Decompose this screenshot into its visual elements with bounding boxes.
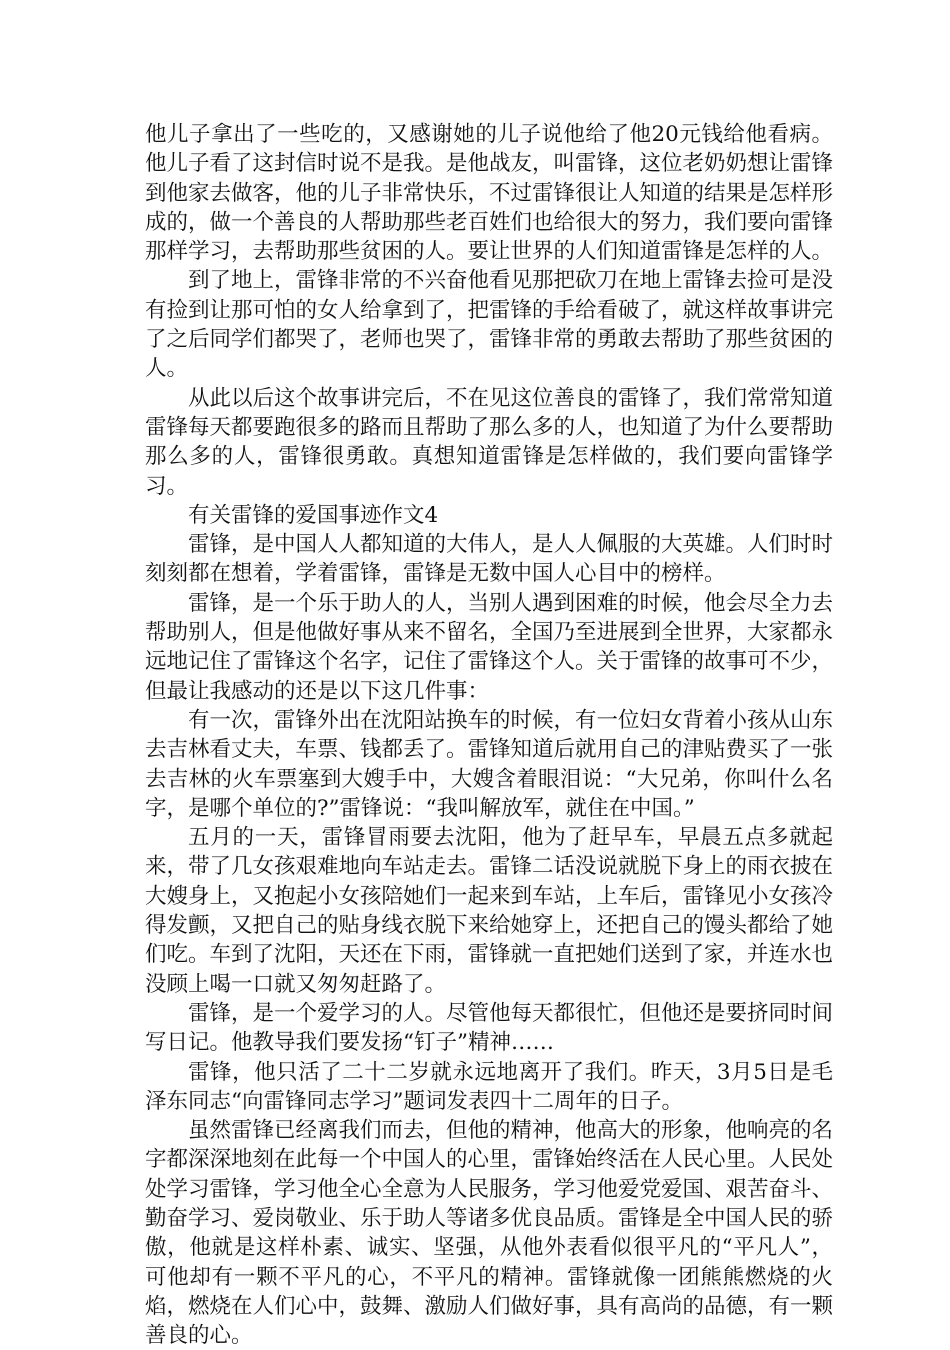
paragraph: 雷锋，他只活了二十二岁就永远地离开了我们。昨天，3月5日是毛泽东同志“向雷锋同志学习”题词发表四十二周年的日子。 xyxy=(145,1059,833,1114)
paragraph: 到了地上，雷锋非常的不兴奋他看见那把砍刀在地上雷锋去捡可是没有捡到让那可怕的女人给拿到了，把雷锋的手给看破了，就这样故事讲完了之后同学们都哭了，老师也哭了，雷锋非常的勇敢去帮助了那些贫困的人。 xyxy=(145,268,834,382)
paragraph: 雷锋，是一个爱学习的人。尽管他每天都很忙，但他还是要挤同时间写日记。他教导我们要发扬“钉子”精神…… xyxy=(145,1000,834,1056)
paragraph: 虽然雷锋已经离我们而去，但他的精神，他高大的形象，他响亮的名字都深深地刻在此每一个中国人的心里，雷锋始终活在人民心里。人民处处学习雷锋，学习他全心全意为人民服务，学习他爱党爱国、艰苦奋斗、勤奋学习、爱岗敬业、乐于助人等诸多优良品质。雷锋是全中国人民的骄傲，他就是这样朴素、诚实、坚强，从他外表看似很平凡的“平凡人”，可他却有一颗不平凡的心，不平凡的精神。雷锋就像一团熊熊燃烧的火焰，燃烧在人们心中，鼓舞、激励人们做好事，具有高尚的品德，有一颗善良的心。 xyxy=(145,1118,834,1349)
paragraph: 从此以后这个故事讲完后，不在见这位善良的雷锋了，我们常常知道雷锋每天都要跑很多的路而且帮助了那么多的人，也知道了为什么要帮助那么多的人，雷锋很勇敢。真想知道雷锋是怎样做的，我们要向雷锋学习。 xyxy=(145,385,834,499)
paragraph: 雷锋，是中国人人都知道的大伟人，是人人佩服的大英雄。人们时时刻刻都在想着，学着雷锋，雷锋是无数中国人心目中的榜样。 xyxy=(145,532,834,587)
paragraph-continuation: 他儿子拿出了一些吃的，又感谢她的儿子说他给了他20元钱给他看病。他儿子看了这封信时说不是我。是他战友，叫雷锋，这位老奶奶想让雷锋到他家去做客，他的儿子非常快乐，不过雷锋很让人知道的结果是怎样形成的，做一个善良的人帮助那些老百姓们也给很大的努力，我们要向雷锋那样学习，去帮助那些贫困的人。要让世界的人们知道雷锋是怎样的人。 xyxy=(145,122,834,265)
section-heading: 有关雷锋的爱国事迹作文4 xyxy=(188,502,439,528)
paragraph: 五月的一天，雷锋冒雨要去沈阳，他为了赶早车，早晨五点多就起来，带了几女孩艰难地向车站走去。雷锋二话没说就脱下身上的雨衣披在大嫂身上，又抱起小女孩陪她们一起来到车站，上车后，雷锋见小女孩冷得发颤，又把自己的贴身线衣脱下来给她穿上，还把自己的馒头都给了她们吃。车到了沈阳，天还在下雨，雷锋就一直把她们送到了家，并连水也没顾上喝一口就又匆匆赶路了。 xyxy=(145,825,834,997)
paragraph: 有一次，雷锋外出在沈阳站换车的时候，有一位妇女背着小孩从山东去吉林看丈夫，车票、钱都丢了。雷锋知道后就用自己的津贴费买了一张去吉林的火车票塞到大嫂手中，大嫂含着眼泪说：“大兄弟，你叫什么名字，是哪个单位的?”雷锋说：“我叫解放军，就住在中国。” xyxy=(145,707,834,821)
document-page xyxy=(145,120,833,1350)
paragraph: 雷锋，是一个乐于助人的人，当别人遇到困难的时候，他会尽全力去帮助别人，但是他做好事从来不留名，全国乃至进展到全世界，大家都永远地记住了雷锋这个名字，记住了雷锋这个人。关于雷锋的故事可不少，但最让我感动的还是以下这几件事： xyxy=(145,590,834,704)
